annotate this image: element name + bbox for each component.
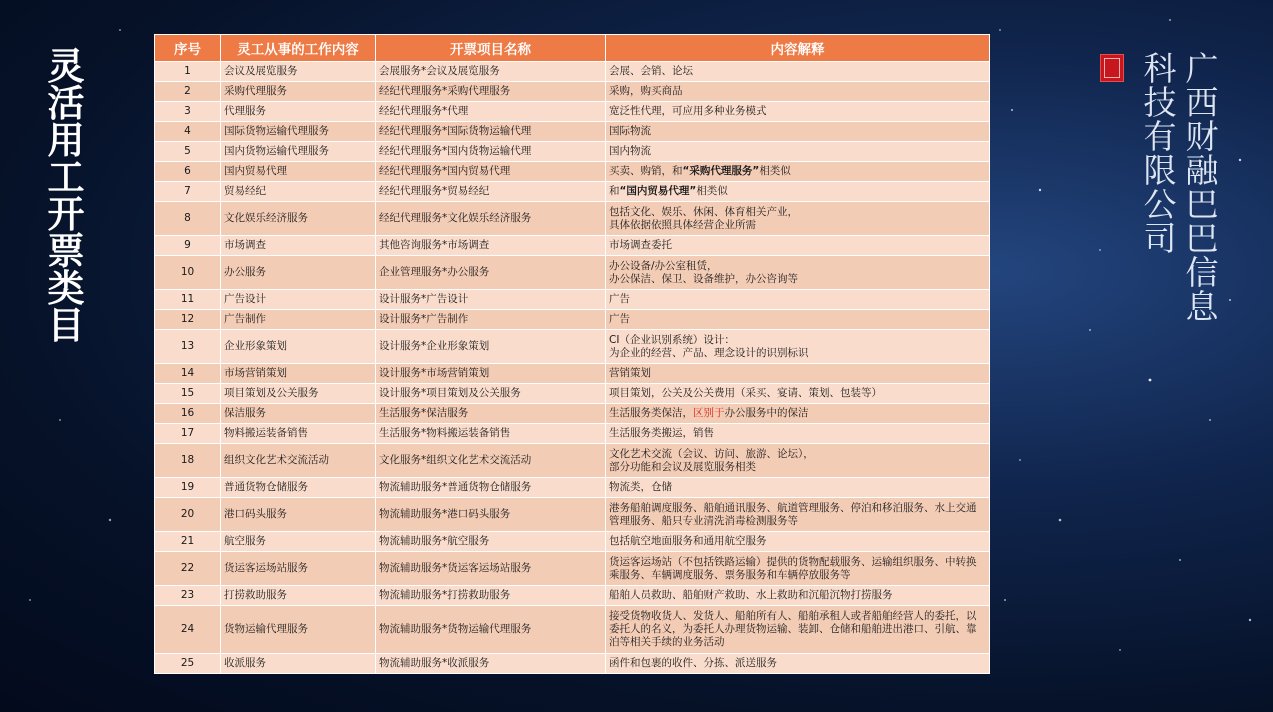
row-no: 21 [155,532,221,552]
desc-highlight: “采购代理服务” [682,165,760,177]
desc-red-highlight: 区别于 [693,407,725,419]
table-row [155,330,990,364]
row-no: 5 [155,142,221,162]
table-row [155,498,990,532]
col-header-work: 灵工从事的工作内容 [221,35,376,62]
table-row [155,310,990,330]
table-row [155,552,990,586]
row-item: 企业管理服务*办公服务 [376,256,606,290]
row-no: 3 [155,102,221,122]
desc-text: 相类似 [759,165,791,177]
company-seal-icon [1100,54,1124,82]
table-row [155,478,990,498]
row-work: 航空服务 [221,532,376,552]
row-work: 企业形象策划 [221,330,376,364]
row-item: 物流辅助服务*货运客运场站服务 [376,552,606,586]
row-work: 采购代理服务 [221,82,376,102]
row-desc: 船舶人员救助、船舶财产救助、水上救助和沉船沉物打捞服务 [606,586,990,606]
row-no: 7 [155,182,221,202]
table-row [155,142,990,162]
row-item: 物流辅助服务*航空服务 [376,532,606,552]
row-desc [606,182,990,202]
row-no: 23 [155,586,221,606]
row-desc: 营销策划 [606,364,990,384]
row-no: 2 [155,82,221,102]
row-no: 11 [155,290,221,310]
col-header-item: 开票项目名称 [376,35,606,62]
row-desc: 物流类，仓储 [606,478,990,498]
row-no: 9 [155,236,221,256]
row-work: 会议及展览服务 [221,62,376,82]
row-no: 16 [155,404,221,424]
col-header-desc: 内容解释 [606,35,990,62]
row-item: 经纪代理服务*国际货物运输代理 [376,122,606,142]
row-work: 国内货物运输代理服务 [221,142,376,162]
row-item: 经纪代理服务*国内贸易代理 [376,162,606,182]
row-desc: 国际物流 [606,122,990,142]
row-work: 收派服务 [221,654,376,674]
table-row [155,404,990,424]
page-title: 灵活用工开票类目 [47,45,85,347]
row-item: 物流辅助服务*收派服务 [376,654,606,674]
table-row [155,122,990,142]
row-desc: CI（企业识别系统）设计： 为企业的经营、产品、理念设计的识别标识 [606,330,990,364]
row-no: 20 [155,498,221,532]
table-row [155,62,990,82]
row-no: 24 [155,606,221,654]
row-no: 25 [155,654,221,674]
table-header-row [155,35,990,62]
row-desc: 文化艺术交流（会议、访问、旅游、论坛）， 部分功能和会议及展览服务相类 [606,444,990,478]
desc-text: 生活服务类保洁， [609,407,693,419]
desc-text: 买卖、购销，和 [609,165,683,177]
row-work: 代理服务 [221,102,376,122]
table-row [155,182,990,202]
col-header-no: 序号 [155,35,221,62]
company-name-line2: 科技有限公司 [1143,49,1177,258]
desc-highlight: “国内贸易代理” [619,185,697,197]
desc-text: 和 [609,185,620,197]
row-desc: 生活服务类搬运，销售 [606,424,990,444]
table-row [155,82,990,102]
row-item: 经纪代理服务*采购代理服务 [376,82,606,102]
row-item: 设计服务*项目策划及公关服务 [376,384,606,404]
row-no: 10 [155,256,221,290]
row-no: 14 [155,364,221,384]
row-desc: 包括文化、娱乐、休闲、体育相关产业， 具体依据依照具体经营企业所需 [606,202,990,236]
row-item: 设计服务*企业形象策划 [376,330,606,364]
row-work: 广告设计 [221,290,376,310]
row-desc: 办公设备/办公室租赁， 办公保洁、保卫、设备维护，办公咨询等 [606,256,990,290]
row-no: 19 [155,478,221,498]
row-item: 其他咨询服务*市场调查 [376,236,606,256]
table-row [155,444,990,478]
row-item: 经纪代理服务*代理 [376,102,606,122]
row-work: 文化娱乐经济服务 [221,202,376,236]
row-desc: 广告 [606,290,990,310]
row-desc: 函件和包裹的收件、分拣、派送服务 [606,654,990,674]
row-desc: 包括航空地面服务和通用航空服务 [606,532,990,552]
row-desc: 接受货物收货人、发货人、船舶所有人、船舶承租人或者船舶经营人的委托，以委托人的名义，为委托人办理货物运输、装卸、仓储和船舶进出港口、引航、靠泊等相关手续的业务活动 [606,606,990,654]
row-desc: 市场调查委托 [606,236,990,256]
row-desc [606,404,990,424]
row-item: 经纪代理服务*文化娱乐经济服务 [376,202,606,236]
row-no: 18 [155,444,221,478]
row-item: 设计服务*广告设计 [376,290,606,310]
row-no: 22 [155,552,221,586]
row-item: 设计服务*市场营销策划 [376,364,606,384]
row-desc [606,162,990,182]
row-item: 会展服务*会议及展览服务 [376,62,606,82]
row-work: 普通货物仓储服务 [221,478,376,498]
company-name-line1: 广西财融巴巴信息 [1185,49,1219,326]
table-row [155,162,990,182]
row-work: 市场调查 [221,236,376,256]
row-no: 17 [155,424,221,444]
row-work: 项目策划及公关服务 [221,384,376,404]
desc-text: 办公服务中的保洁 [724,407,809,419]
table-row [155,606,990,654]
row-no: 1 [155,62,221,82]
row-work: 港口码头服务 [221,498,376,532]
row-work: 广告制作 [221,310,376,330]
row-desc: 宽泛性代理，可应用多种业务模式 [606,102,990,122]
table-row [155,290,990,310]
row-work: 物料搬运装备销售 [221,424,376,444]
row-desc: 广告 [606,310,990,330]
table-row [155,236,990,256]
row-item: 物流辅助服务*打捞救助服务 [376,586,606,606]
row-no: 15 [155,384,221,404]
row-desc: 国内物流 [606,142,990,162]
row-no: 12 [155,310,221,330]
row-work: 办公服务 [221,256,376,290]
invoice-category-table [154,34,989,674]
row-item: 生活服务*保洁服务 [376,404,606,424]
row-work: 保洁服务 [221,404,376,424]
row-item: 设计服务*广告制作 [376,310,606,330]
row-work: 货物运输代理服务 [221,606,376,654]
row-item: 物流辅助服务*货物运输代理服务 [376,606,606,654]
table-row [155,586,990,606]
table-row [155,654,990,674]
row-work: 国际货物运输代理服务 [221,122,376,142]
table-row [155,384,990,404]
row-desc: 货运客运场站（不包括铁路运输）提供的货物配载服务、运输组织服务、中转换乘服务、车辆调度服务、票务服务和车辆停放服务等 [606,552,990,586]
row-no: 4 [155,122,221,142]
row-item: 经纪代理服务*国内货物运输代理 [376,142,606,162]
row-no: 6 [155,162,221,182]
table-row [155,424,990,444]
row-work: 国内贸易代理 [221,162,376,182]
row-item: 生活服务*物料搬运装备销售 [376,424,606,444]
row-work: 市场营销策划 [221,364,376,384]
desc-text: 相类似 [696,185,728,197]
row-item: 物流辅助服务*普通货物仓储服务 [376,478,606,498]
row-item: 文化服务*组织文化艺术交流活动 [376,444,606,478]
table-row [155,202,990,236]
row-item: 经纪代理服务*贸易经纪 [376,182,606,202]
row-no: 13 [155,330,221,364]
row-desc: 项目策划，公关及公关费用（采买、宴请、策划、包装等） [606,384,990,404]
row-work: 货运客运场站服务 [221,552,376,586]
row-desc: 采购，购买商品 [606,82,990,102]
row-no: 8 [155,202,221,236]
row-desc: 会展、会销、论坛 [606,62,990,82]
table-row [155,102,990,122]
row-item: 物流辅助服务*港口码头服务 [376,498,606,532]
row-work: 贸易经纪 [221,182,376,202]
table-row [155,256,990,290]
row-work: 组织文化艺术交流活动 [221,444,376,478]
table-row [155,532,990,552]
row-desc: 港务船舶调度服务、船舶通讯服务、航道管理服务、停泊和移泊服务、水上交通管理服务、船只专业清洗消毒检测服务等 [606,498,990,532]
table-row [155,364,990,384]
row-work: 打捞救助服务 [221,586,376,606]
